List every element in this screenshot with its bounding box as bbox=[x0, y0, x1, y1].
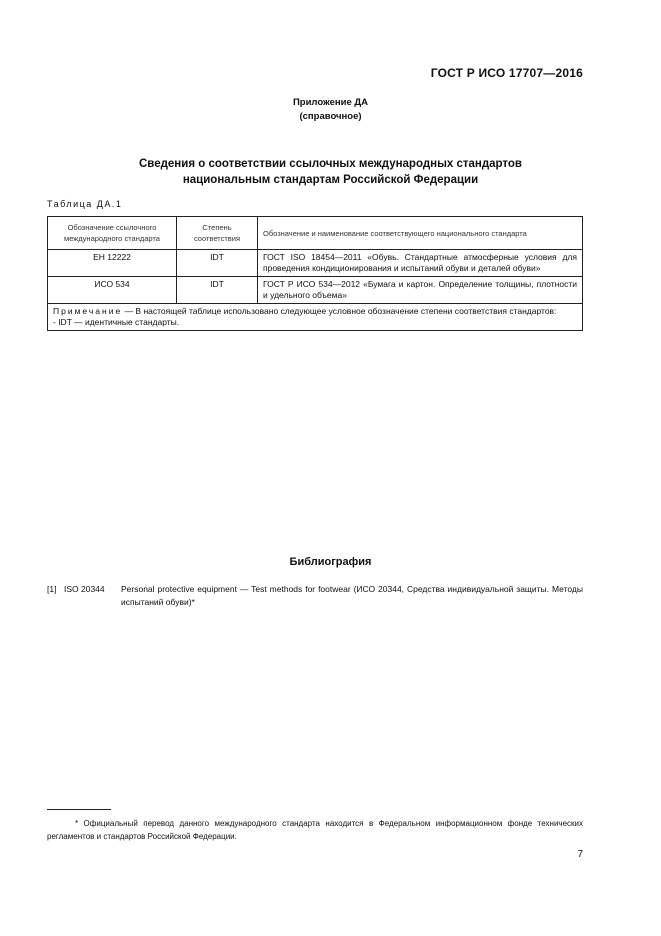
table-header-row bbox=[48, 217, 583, 250]
table-note bbox=[48, 304, 583, 331]
standard-code: ГОСТ Р ИСО 17707—2016 bbox=[430, 66, 583, 80]
bibliography-entry-code: ISO 20344 bbox=[64, 584, 105, 594]
section-title-line2: национальным стандартам Российской Федерации bbox=[182, 174, 479, 186]
section-title-line1: Сведения о соответствии ссылочных международных стандартов bbox=[138, 158, 522, 170]
footnote: * Официальный перевод данного международного стандарта находится в Федеральном информационном фонде технических регламентов и стандартов Российской Федерации. bbox=[47, 819, 583, 841]
note-text: — В настоящей таблице использовано следующее условное обозначение степени соответствия стандартов: bbox=[122, 306, 557, 316]
header-col1-line2: международного стандарта bbox=[64, 234, 160, 243]
header-col2-line1: Степень bbox=[202, 223, 232, 232]
page-number: 7 bbox=[577, 849, 583, 860]
cell-description: ГОСТ ISO 18454—2011 «Обувь. Стандартные атмосферные условия для проведения кондиционирования и испытаний обуви и деталей обуви» bbox=[258, 250, 583, 277]
correspondence-table bbox=[47, 216, 583, 331]
table-row bbox=[48, 277, 583, 304]
cell-description: ГОСТ Р ИСО 534—2012 «Бумага и картон. Определение толщины, плотности и удельного объема» bbox=[258, 277, 583, 304]
section-title bbox=[0, 156, 661, 188]
table-row bbox=[48, 250, 583, 277]
note-item: - IDT — идентичные стандарты. bbox=[53, 317, 180, 327]
header-international-standard bbox=[48, 217, 177, 250]
bibliography-entry-text: Personal protective equipment — Test methods for footwear (ИСО 20344, Средства индивидуальной защиты. Методы испытаний обуви)* bbox=[121, 584, 583, 607]
cell-degree: IDT bbox=[177, 277, 258, 304]
bibliography-entry-number: [1] bbox=[47, 584, 57, 594]
cell-code: ИСО 534 bbox=[48, 277, 177, 304]
header-col2-line2: соответствия bbox=[193, 234, 241, 243]
header-col1-line1: Обозначение ссылочного bbox=[67, 223, 157, 232]
header-national-standard: Обозначение и наименование соответствующего национального стандарта bbox=[258, 217, 583, 250]
cell-degree: IDT bbox=[177, 250, 258, 277]
table-note-row bbox=[48, 304, 583, 331]
table-caption: Таблица ДА.1 bbox=[47, 199, 123, 209]
header-degree bbox=[177, 217, 258, 250]
footnote-divider bbox=[47, 809, 111, 810]
cell-code: ЕН 12222 bbox=[48, 250, 177, 277]
annex-subtitle: (справочное) bbox=[299, 111, 362, 122]
note-label: Примечание bbox=[53, 306, 123, 316]
bibliography-title: Библиография bbox=[289, 556, 372, 568]
annex-title: Приложение ДА bbox=[292, 97, 369, 108]
annex-heading bbox=[0, 96, 661, 124]
